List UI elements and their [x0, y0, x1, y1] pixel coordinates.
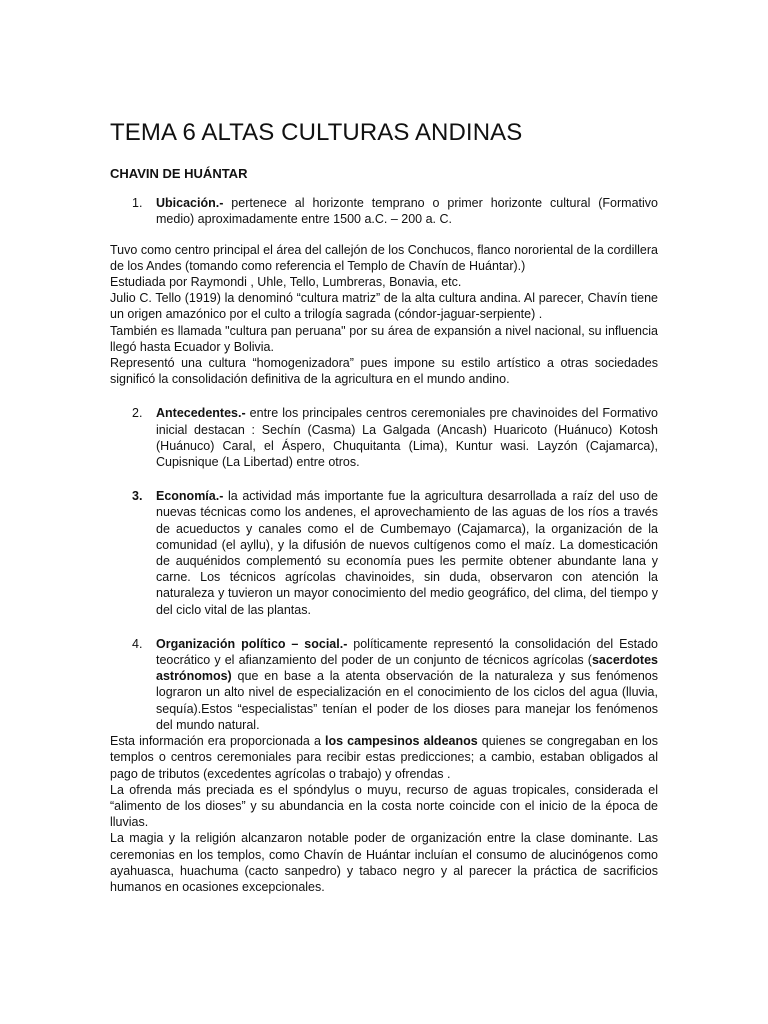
document-title: TEMA 6 ALTAS CULTURAS ANDINAS — [110, 119, 523, 146]
paragraph-represento: Representó una cultura “homogenizadora” pues impone su estilo artístico a otras sociedades significó la consolidación definitiva de la agricultura en el mundo andino. — [110, 356, 658, 387]
paragraph-esta-informacion — [110, 733, 658, 782]
list-item-ubicacion — [110, 195, 658, 227]
list-number: 3. — [132, 489, 143, 504]
list-number: 2. — [132, 406, 143, 421]
list-item-organizacion — [110, 636, 658, 733]
paragraph-magia: La magia y la religión alcanzaron notable poder de organización entre la clase dominante. Las ceremonias en los templos, como Chavín de Huántar incluían el consumo de alucinógenos como ayahuasca, huachuma (cacto sanpedro) y tabaco negro y al parecer la práctica de sacrificios humanos en ocasiones excepcionales. — [110, 831, 658, 894]
list-item-antecedentes — [110, 405, 658, 470]
item-label: Ubicación.- — [156, 196, 224, 211]
item-text: políticamente representó la consolidación del Estado teocrático y el afianzamiento del poder de un conjunto de técnicos agrícolas ( — [156, 636, 658, 668]
paragraph-text: quienes se congregaban en los templos o centros ceremoniales para recibir estas predicciones; a cambio, estaban obligados al pago de tributos (excedentes agrícolas o trabajo) y ofrendas . — [110, 734, 658, 781]
list-number: 1. — [132, 196, 143, 211]
section-subtitle: CHAVIN DE HUÁNTAR — [110, 166, 248, 181]
item-bold-text: sacerdotes astrónomos) — [156, 653, 658, 684]
paragraph-bold-text: los campesinos aldeanos — [325, 734, 478, 749]
item-label: Economía.- — [156, 489, 224, 504]
item-label: Antecedentes.- — [156, 406, 246, 421]
paragraph-text: Esta información era proporcionada a — [110, 734, 326, 749]
paragraph-ofrenda: La ofrenda más preciada es el spóndylus o muyu, recurso de aguas tropicales, considerada el “alimento de los dioses” y su abundancia en la costa norte coincide con el inicio de la época de lluvias. — [110, 782, 658, 830]
paragraph-estudiada: Estudiada por Raymondi , Uhle, Tello, Lumbreras, Bonavia, etc. — [110, 275, 462, 290]
item-text: que en base a la atenta observación de la naturaleza y sus fenómenos lograron un alto nivel de especialización en el conocimiento de los ciclos del agua (lluvia, sequía).Estos “especialistas” tenían el poder de los dioses para manejar los fenómenos del mundo natural. — [156, 669, 658, 732]
item-text: la actividad más importante fue la agricultura desarrollada a raíz del uso de nuevas técnicas como los andenes, el aprovechamiento de las aguas de los ríos a través de acueductos y canales como el de Cumbemayo (Cajamarca), la organización de la comunidad (el ayllu), y la difusión de nuevos cultígenos como el maíz. La domesticación de auquénidos complementó su economía pues les permite obtener abundante lana y carne. Los técnicos agrícolas chavinoides, sin duda, observaron con atención la naturaleza y tuvieron un mayor conocimiento del medio geográfico, del clima, del tiempo y del ciclo vital de las plantas. — [156, 489, 658, 617]
list-item-economia — [110, 488, 658, 618]
paragraph-tuvo: Tuvo como centro principal el área del callejón de los Conchucos, flanco nororiental de la cordillera de los Andes (tomando como referencia el Templo de Chavín de Huántar).) — [110, 242, 658, 273]
item-text: pertenece al horizonte temprano o primer horizonte cultural (Formativo medio) aproximadamente entre 1500 a.C. – 200 a. C. — [156, 196, 658, 227]
list-number: 4. — [132, 636, 143, 651]
document-page — [110, 118, 658, 895]
item-label: Organización político – social.- — [156, 636, 348, 651]
item-text: entre los principales centros ceremoniales pre chavinoides del Formativo inicial destacan : Sechín (Casma) La Galgada (Ancash) Huaricoto (Huánuco) Kotosh (Huánuco) Caral, el Áspero, Chuquitanta (Lima), Kuntur wasi. Layzón (Cajamarca), Cupisnique (La Libertad) entre otros. — [156, 406, 658, 470]
paragraph-tambien: También es llamada "cultura pan peruana" por su área de expansión a nivel nacional, su influencia llegó hasta Ecuador y Bolivia. — [110, 323, 658, 354]
paragraph-tello: Julio C. Tello (1919) la denominó “cultura matriz” de la alta cultura andina. Al parecer, Chavín tiene un origen amazónico por el culto a trilogía sagrada (cóndor-jaguar-serpiente) . — [110, 291, 658, 322]
